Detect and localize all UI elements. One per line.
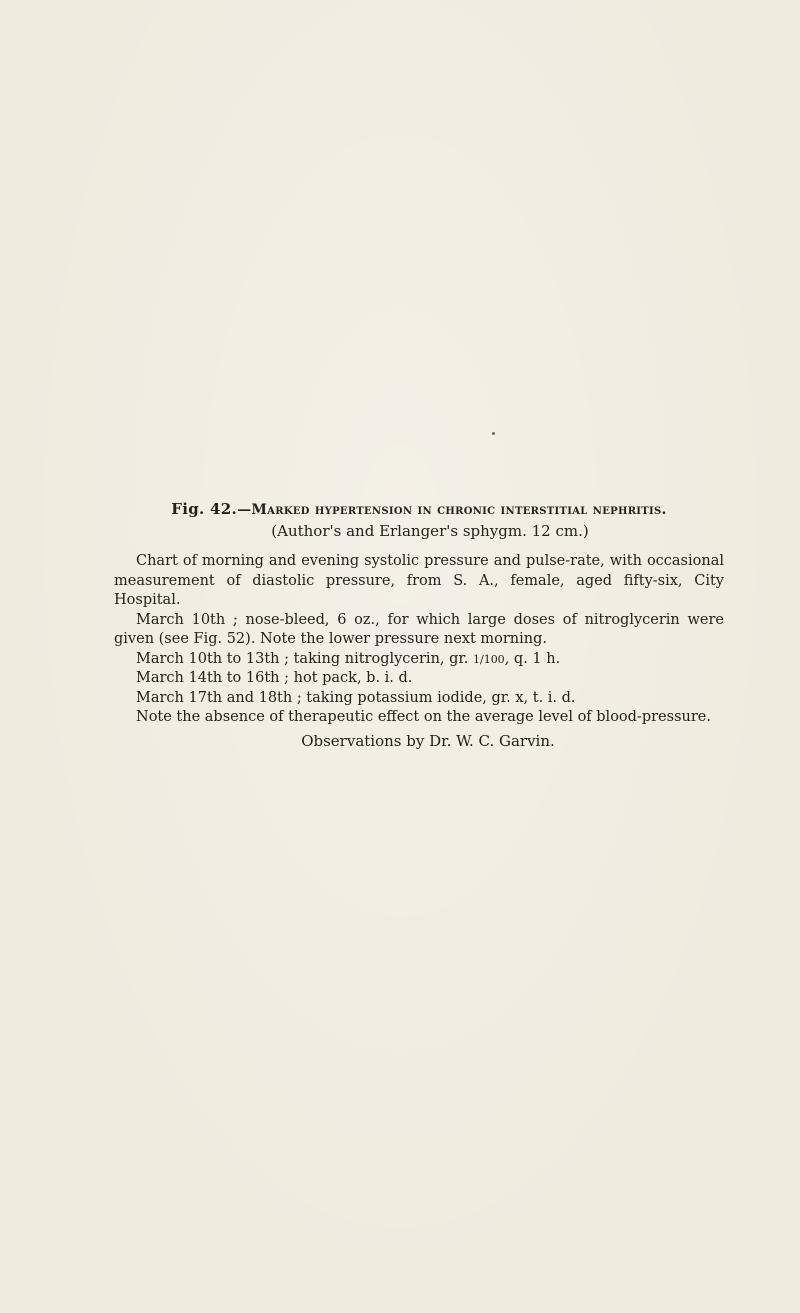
intro-paragraph: Chart of morning and evening systolic pressure and pulse-rate, with occasional measurement of diastolic pressure, from S. A., female, aged fifty-six, City Hospital. (114, 553, 724, 608)
figure-caption (114, 500, 724, 751)
figure-title (114, 500, 724, 519)
entry-march-10: March 10th ; nose-bleed, 6 oz., for which large doses of nitroglycerin were given (see Fig. 52). Note the lower pressure next morning. (114, 611, 724, 647)
caption-body (114, 552, 724, 728)
figure-label: Fig. 42. (171, 500, 238, 518)
entry-march-14-16: March 14th to 16th ; hot pack, b. i. d. (136, 670, 413, 686)
observer-credit: Observations by Dr. W. C. Garvin. (301, 731, 555, 750)
entry-march-10-13-text: March 10th to 13th ; taking nitroglycerin, gr. (136, 650, 473, 667)
figure-heading: —Marked hypertension in chronic interstitial nephritis. (237, 502, 667, 518)
dose-fraction: 1/100 (472, 652, 505, 666)
entry-march-10-13-suffix: , q. 1 h. (504, 650, 561, 667)
speck-mark (492, 432, 495, 435)
note-paragraph: Note the absence of therapeutic effect on the average level of blood-pressure. (136, 709, 711, 725)
entry-march-17-18: March 17th and 18th ; taking potassium iodide, gr. x, t. i. d. (136, 689, 576, 706)
figure-subtitle: (Author's and Erlanger's sphygm. 12 cm.) (271, 522, 589, 540)
entry-march-10-13 (114, 650, 724, 670)
